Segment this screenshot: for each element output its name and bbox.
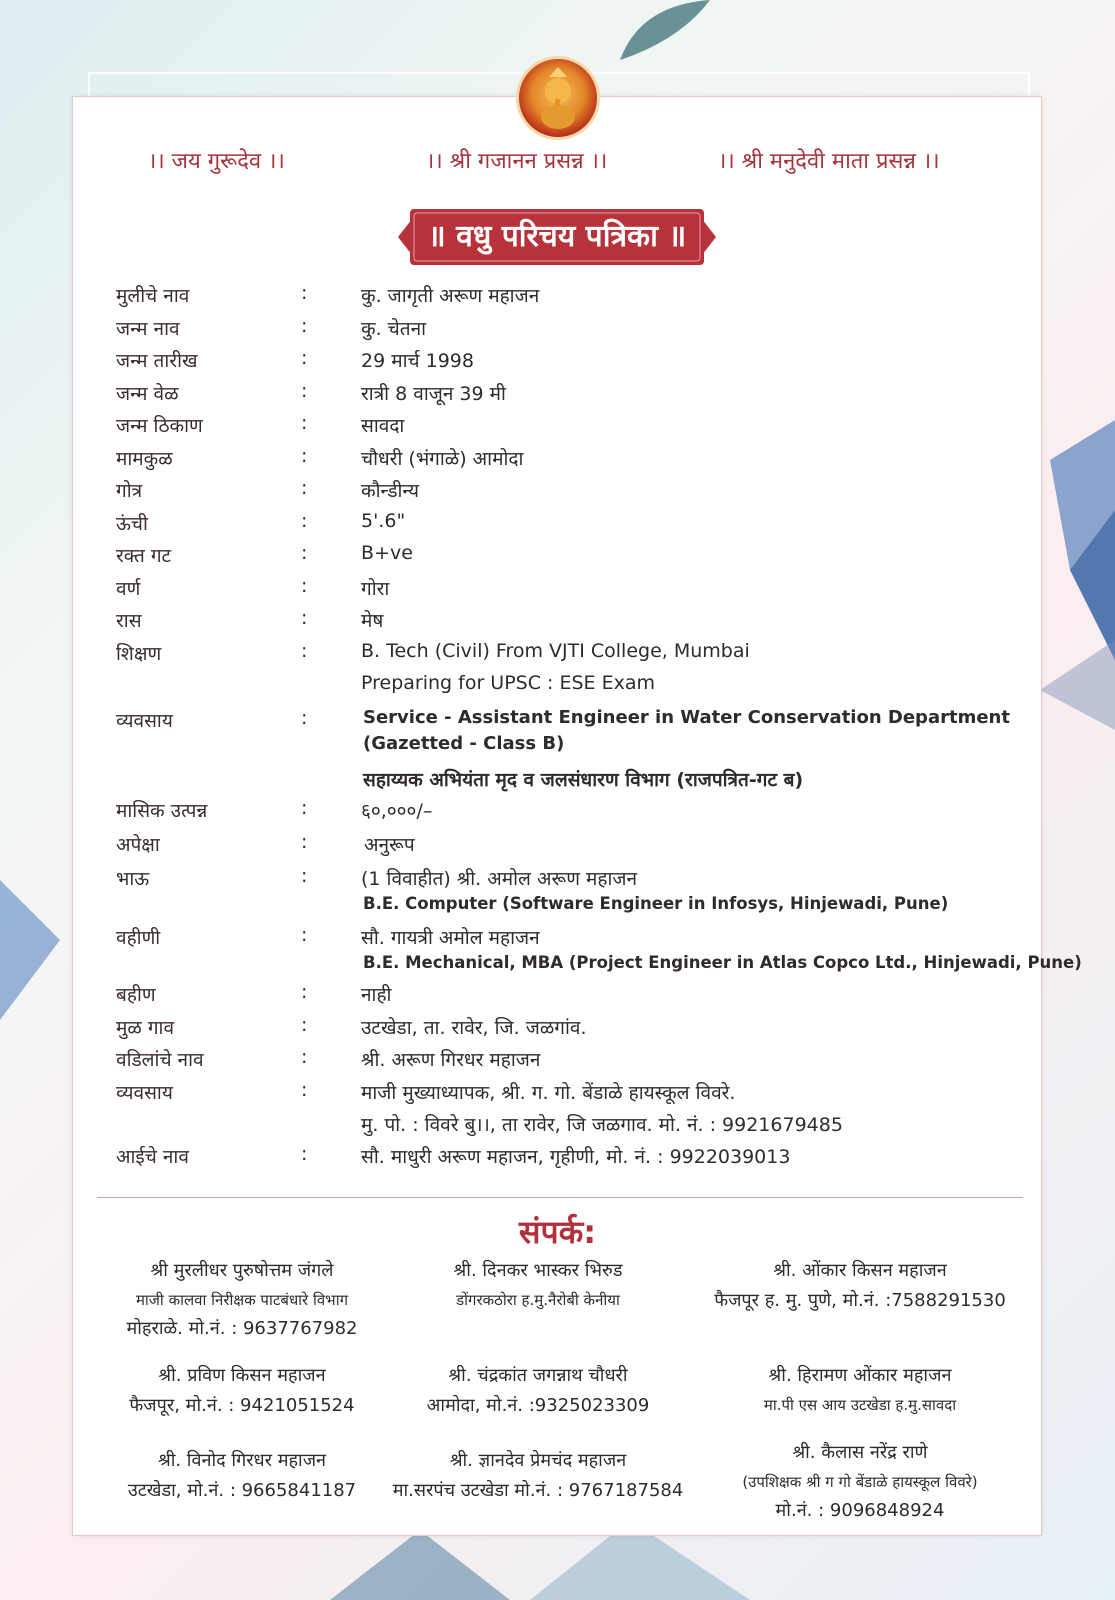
contact-name: श्री मुरलीधर पुरुषोत्तम जंगले: [150, 1260, 334, 1281]
detail-value: उटखेडा, ता. रावेर, जि. जळगांव.: [361, 1017, 587, 1039]
detail-row: [116, 315, 1026, 345]
detail-colon: :: [301, 575, 308, 597]
detail-colon: :: [301, 1143, 308, 1165]
detail-row: [116, 445, 1026, 475]
contact-detail: मा.पी एस आय उटखेडा ह.मु.सावदा: [763, 1396, 957, 1414]
detail-row: [116, 1046, 1026, 1076]
detail-value: चौधरी (भंगाळे) आमोदा: [361, 448, 524, 470]
detail-colon: :: [301, 640, 308, 662]
detail-colon: :: [301, 707, 308, 729]
detail-value: (Gazetted - Class B): [363, 733, 565, 754]
detail-label: आईचे नाव: [116, 1146, 189, 1168]
contact-name: श्री. ज्ञानदेव प्रेमचंद महाजन: [449, 1450, 627, 1471]
detail-value: ६०,०००/–: [361, 800, 433, 822]
detail-label: गोत्र: [116, 480, 143, 502]
detail-label: ऊंची: [116, 513, 148, 535]
detail-row: [116, 1143, 1026, 1173]
contact-card: [77, 1446, 407, 1506]
detail-value: B. Tech (Civil) From VJTI College, Mumbai: [361, 640, 750, 662]
detail-row: [116, 640, 1026, 670]
detail-row: [116, 981, 1026, 1011]
detail-row: [116, 865, 1026, 895]
detail-label: जन्म ठिकाण: [116, 415, 203, 437]
detail-colon: :: [301, 1046, 308, 1068]
detail-row: [116, 1014, 1026, 1044]
detail-row-continued: [116, 894, 1026, 924]
detail-row: [116, 1079, 1026, 1109]
detail-colon: :: [301, 347, 308, 369]
contact-heading: संपर्क:: [518, 1213, 597, 1251]
detail-row: [116, 797, 1026, 827]
detail-value: Service - Assistant Engineer in Water Conservation Department: [363, 707, 1010, 728]
detail-value: Preparing for UPSC : ESE Exam: [361, 672, 655, 694]
detail-colon: :: [301, 607, 308, 629]
contact-card: [373, 1256, 703, 1314]
detail-row: [116, 477, 1026, 507]
detail-row: [116, 575, 1026, 605]
detail-value: कु. जागृती अरूण महाजन: [361, 285, 540, 307]
detail-label: जन्म वेळ: [116, 383, 179, 405]
contact-phone: मा.सरपंच उटखेडा मो.नं. : 9767187584: [392, 1480, 684, 1501]
detail-value: नाही: [361, 984, 392, 1006]
contact-phone: फैजपूर, मो.नं. : 9421051524: [129, 1395, 355, 1416]
section-divider: [97, 1197, 1023, 1198]
detail-label: मुलीचे नाव: [116, 285, 190, 307]
contact-name: श्री. चंद्रकांत जगन्नाथ चौधरी: [448, 1365, 628, 1386]
detail-value: मेष: [361, 610, 384, 632]
contact-card: [77, 1361, 407, 1421]
detail-colon: :: [301, 797, 308, 819]
title-banner: [398, 205, 716, 269]
detail-value: B.E. Mechanical, MBA (Project Engineer in Atlas Copco Ltd., Hinjewadi, Pune): [363, 953, 1082, 972]
detail-label: व्यवसाय: [116, 1082, 173, 1104]
detail-value: अनुरूप: [364, 834, 415, 856]
detail-row-continued: [116, 672, 1026, 702]
detail-label: मुळ गाव: [116, 1017, 175, 1039]
detail-row-continued: [116, 953, 1082, 983]
detail-colon: :: [301, 445, 308, 467]
decorative-leaf-icon: [600, 0, 720, 70]
contact-phone: मो.नं. : 9096848924: [775, 1500, 945, 1521]
detail-value: रात्री 8 वाजून 39 मी: [361, 383, 506, 405]
ganesha-emblem-icon: [516, 56, 600, 140]
detail-value: सहाय्यक अभियंता मृद व जलसंधारण विभाग (राजपत्रित-गट ब): [363, 769, 804, 791]
detail-value: कु. चेतना: [361, 318, 427, 340]
detail-label: बहीण: [116, 984, 156, 1006]
contact-phone: फैजपूर ह. मु. पुणे, मो.नं. :7588291530: [714, 1290, 1006, 1311]
detail-label: मामकुळ: [116, 448, 173, 470]
detail-row: [116, 924, 1026, 954]
detail-colon: :: [301, 315, 308, 337]
detail-row-continued: [116, 733, 1026, 763]
detail-colon: :: [301, 831, 308, 853]
detail-colon: :: [301, 981, 308, 1003]
detail-row: [116, 412, 1026, 442]
detail-colon: :: [301, 510, 308, 532]
detail-value: श्री. अरूण गिरधर महाजन: [361, 1049, 541, 1071]
detail-row-continued: [116, 766, 1026, 796]
contact-name: श्री. ओंकार किसन महाजन: [773, 1260, 947, 1281]
contact-card: [695, 1361, 1025, 1419]
detail-colon: :: [301, 924, 308, 946]
detail-row: [116, 831, 1026, 861]
detail-row: [116, 607, 1026, 637]
detail-label: अपेक्षा: [116, 834, 160, 856]
contact-name: श्री. कैलास नरेंद्र राणे: [792, 1442, 928, 1463]
contact-card: [695, 1256, 1025, 1316]
contact-card: [373, 1361, 703, 1421]
detail-colon: :: [301, 865, 308, 887]
detail-label: जन्म तारीख: [116, 350, 198, 372]
detail-colon: :: [301, 412, 308, 434]
detail-row: [116, 347, 1026, 377]
contact-card: [373, 1446, 703, 1506]
detail-label: मासिक उत्पन्न: [116, 800, 208, 822]
detail-colon: :: [301, 282, 308, 304]
contact-name: श्री. प्रविण किसन महाजन: [158, 1365, 326, 1386]
detail-row: [116, 380, 1026, 410]
contact-phone: उटखेडा, मो.नं. : 9665841187: [127, 1480, 357, 1501]
contact-card: [77, 1256, 407, 1344]
contact-phone: मोहराळे. मो.नं. : 9637767982: [126, 1318, 358, 1339]
contact-name: श्री. दिनकर भास्कर भिरुड: [453, 1260, 623, 1281]
detail-value: मु. पो. : विवरे बु।।, ता रावेर, जि जळगाव. मो. नं. : 9921679485: [361, 1114, 843, 1136]
detail-label: वडिलांचे नाव: [116, 1049, 204, 1071]
detail-value: गोरा: [361, 578, 390, 600]
detail-value: 29 मार्च 1998: [361, 350, 474, 372]
detail-label: वहीणी: [116, 927, 161, 949]
detail-value: माजी मुख्याध्यापक, श्री. ग. गो. बेंडाळे हायस्कूल विवरे.: [361, 1082, 736, 1104]
contact-detail: (उपशिक्षक श्री ग गो बेंडाळे हायस्कूल विवरे): [742, 1473, 978, 1491]
detail-row: [116, 510, 1026, 540]
contact-phone: आमोदा, मो.नं. :9325023309: [426, 1395, 650, 1416]
detail-value: 5'.6": [361, 510, 406, 532]
detail-value: सौ. गायत्री अमोल महाजन: [361, 927, 540, 949]
decorative-crystal-icon: [1040, 420, 1115, 660]
contact-card: [695, 1438, 1025, 1526]
page-title: ॥ वधु परिचय पत्रिका ॥: [427, 219, 687, 254]
contact-name: श्री. हिरामण ओंकार महाजन: [768, 1365, 952, 1386]
detail-value: सौ. माधुरी अरूण महाजन, गृहीणी, मो. नं. : 9922039013: [361, 1146, 791, 1168]
blessing-center: ।। श्री गजानन प्रसन्न ।।: [426, 149, 608, 174]
detail-value: कौन्डीन्य: [361, 480, 420, 502]
contact-detail: माजी कालवा निरीक्षक पाटबंधारे विभाग: [135, 1291, 349, 1309]
detail-colon: :: [301, 1079, 308, 1101]
detail-label: जन्म नाव: [116, 318, 180, 340]
blessing-left: ।। जय गुरूदेव ।।: [148, 149, 285, 174]
contact-name: श्री. विनोद गिरधर महाजन: [157, 1450, 327, 1471]
detail-row: [116, 542, 1026, 572]
detail-value: B.E. Computer (Software Engineer in Infosys, Hinjewadi, Pune): [363, 894, 949, 913]
detail-label: वर्ण: [116, 578, 141, 600]
contact-detail: डोंगरकठोरा ह.मु.नैरोबी केनीया: [456, 1291, 620, 1309]
decorative-crystal-icon: [0, 880, 70, 1020]
blessing-right: ।। श्री मनुदेवी माता प्रसन्न ।।: [718, 149, 940, 174]
detail-label: भाऊ: [116, 868, 150, 890]
detail-colon: :: [301, 380, 308, 402]
detail-colon: :: [301, 1014, 308, 1036]
decorative-crystal-icon: [1040, 640, 1115, 730]
detail-colon: :: [301, 542, 308, 564]
detail-value: सावदा: [361, 415, 405, 437]
detail-colon: :: [301, 477, 308, 499]
detail-label: शिक्षण: [116, 643, 162, 665]
detail-value: (1 विवाहीत) श्री. अमोल अरूण महाजन: [361, 868, 638, 890]
detail-row-continued: [116, 1111, 1026, 1141]
detail-label: रास: [116, 610, 142, 632]
detail-row: [116, 282, 1026, 312]
detail-label: रक्त गट: [116, 545, 172, 567]
detail-value: B+ve: [361, 542, 413, 564]
detail-label: व्यवसाय: [116, 710, 173, 732]
